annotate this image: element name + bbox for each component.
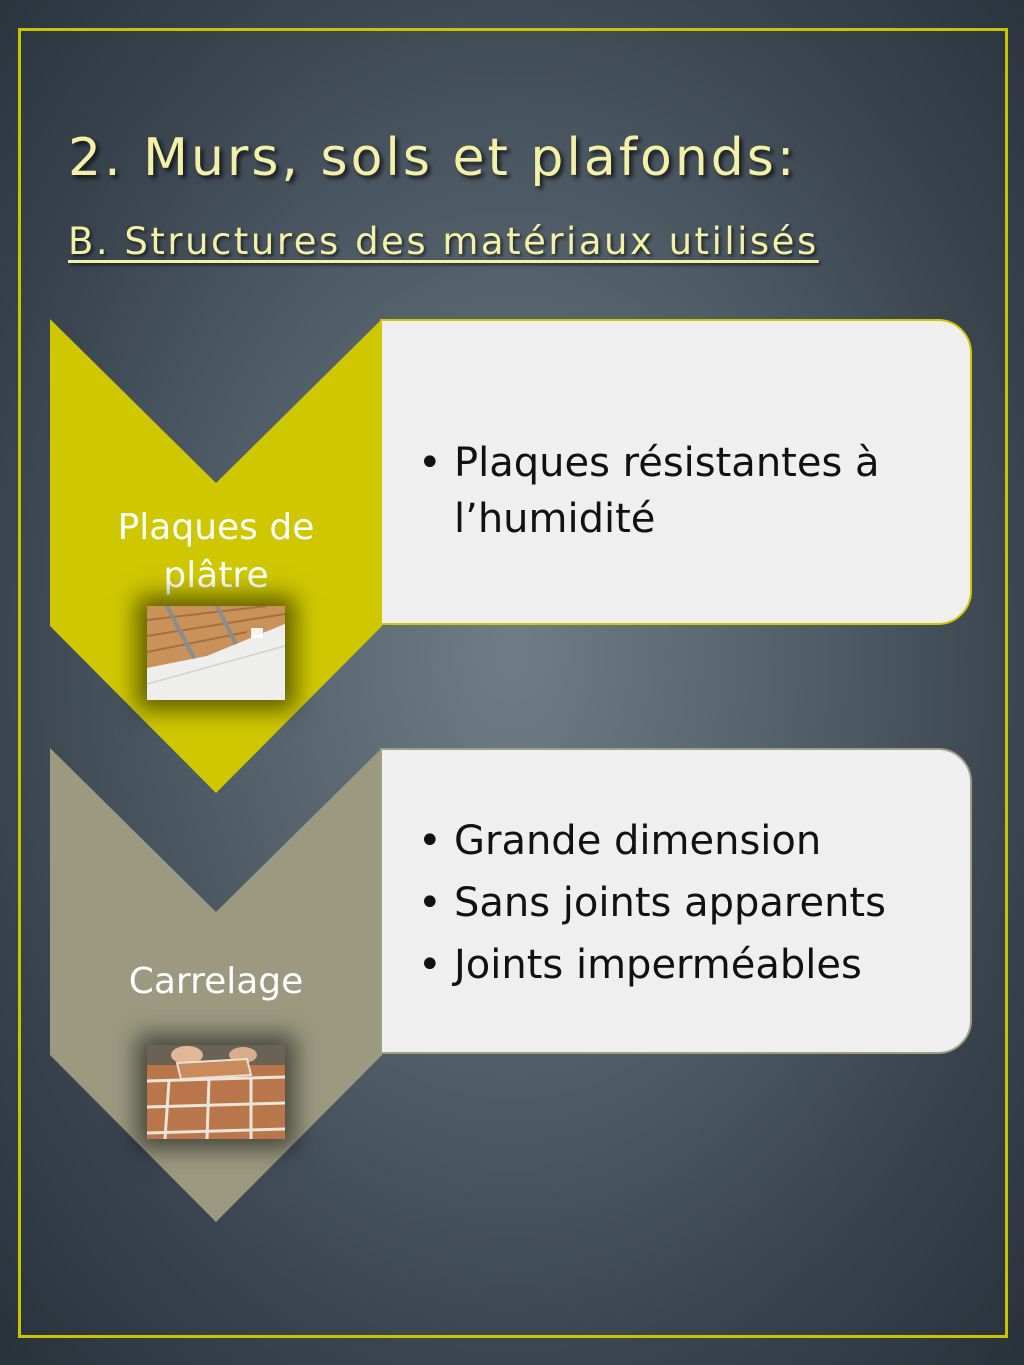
drywall-ceiling-photo	[147, 606, 285, 700]
slide-subtitle: B. Structures des matériaux utilisés	[68, 220, 819, 263]
bullet-list	[382, 810, 960, 996]
section-label-line: Carrelage	[128, 961, 304, 1002]
section-label-line: plâtre	[163, 555, 269, 596]
card-plaques	[380, 319, 972, 625]
card-carrelage	[380, 748, 972, 1054]
bullet-list	[382, 435, 960, 547]
tile-laying-photo	[147, 1045, 285, 1139]
bullet-item: • Plaques résistantes à l’humidité	[382, 435, 960, 547]
slide-title: 2. Murs, sols et plafonds:	[68, 128, 798, 188]
bullet-item: • Grande dimension	[382, 810, 960, 872]
section-label-line: Plaques de	[117, 507, 315, 548]
section-label-carrelage	[50, 958, 382, 1006]
section-label-plaques	[50, 504, 382, 600]
bullet-item: • Joints imperméables	[382, 934, 960, 996]
bullet-item: • Sans joints apparents	[382, 872, 960, 934]
